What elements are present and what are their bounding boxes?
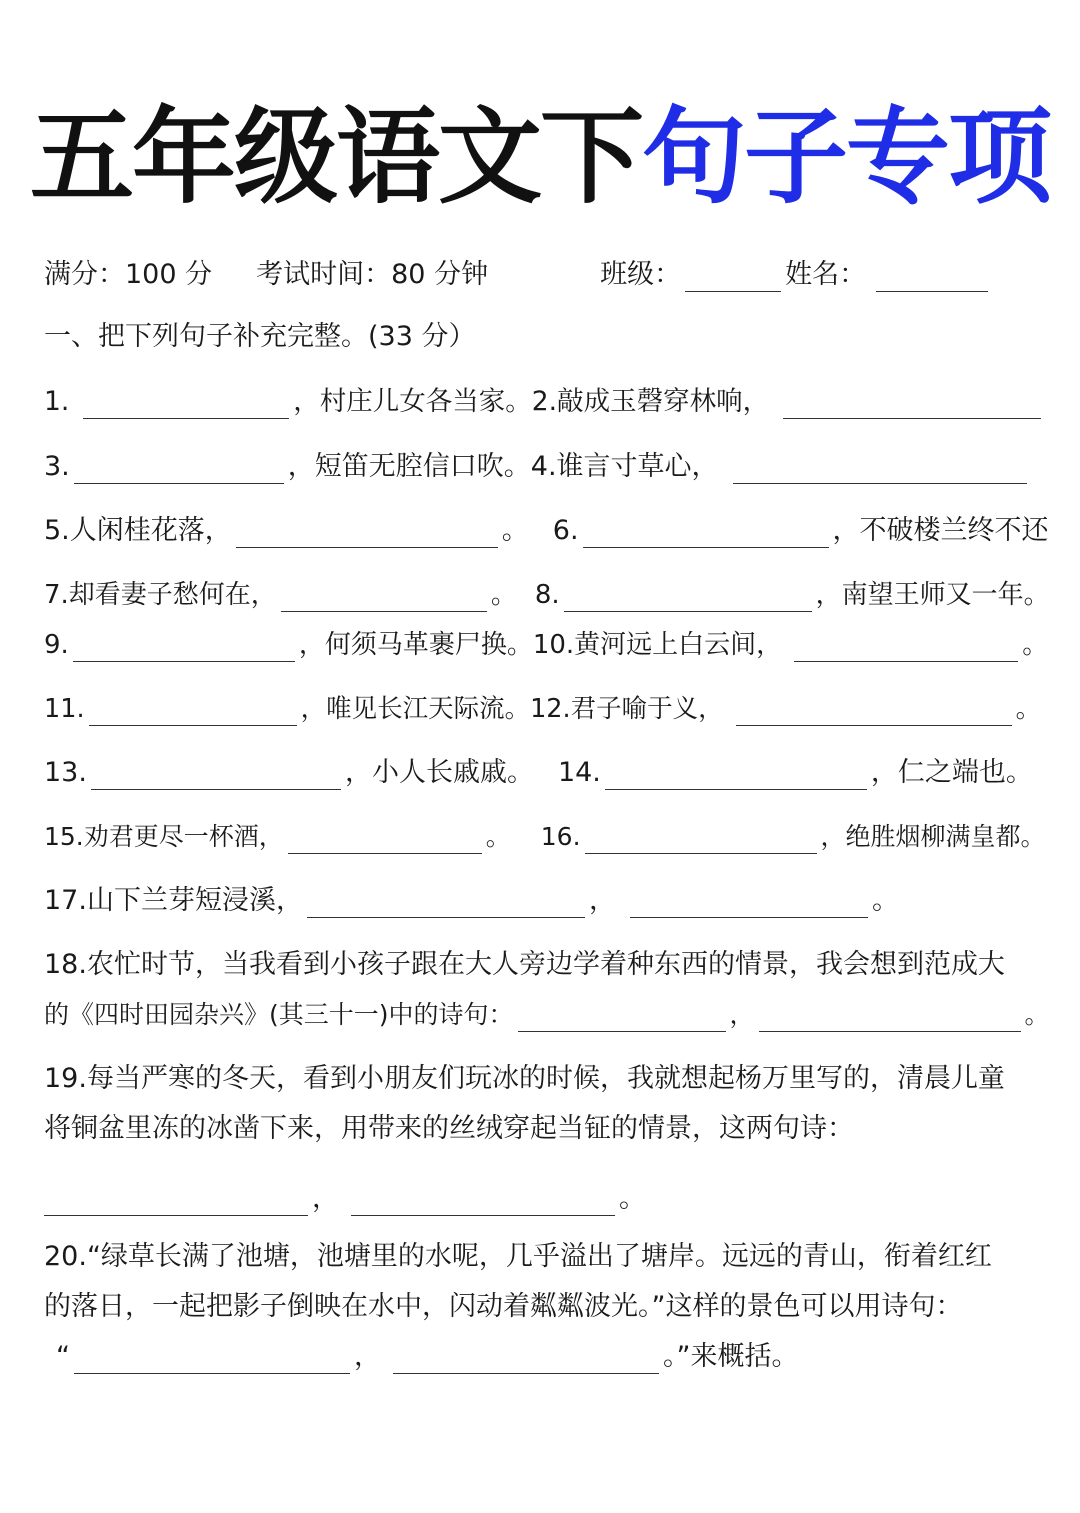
answer-blank[interactable] <box>307 887 585 918</box>
answer-blank[interactable] <box>733 453 1027 484</box>
question-row: 3. ，短笛无腔信口吹。 4.谁言寸草心， <box>44 440 1050 484</box>
question-row: 13. ，小人长戚戚。 14. ，仁之端也。 <box>44 757 1033 788</box>
answer-blank[interactable] <box>73 631 295 662</box>
class-label: 班级： <box>600 259 682 290</box>
full-score-label: 满分：100 分 <box>44 259 213 290</box>
question-row: 9. ，何须马革裹尸换。 10.黄河远上白云间， 。 <box>44 630 1049 660</box>
question-18-line-1: 18.农忙时节，当我看到小孩子跟在大人旁边学着种东西的情景，我会想到范成大 <box>44 949 1005 980</box>
answer-blank[interactable] <box>564 581 812 612</box>
question-row: 7.却看妻子愁何在， 。 8. ，南望王师又一年。 <box>44 580 1050 610</box>
answer-blank[interactable] <box>91 759 341 790</box>
section-heading: 一、把下列句子补充完整。(33 分） <box>44 321 476 352</box>
answer-blank[interactable] <box>393 1343 659 1374</box>
answer-blank[interactable] <box>281 581 487 612</box>
question-19-answer-row: ， 。 <box>44 1172 1050 1216</box>
question-19-line-2: 将铜盆里冻的冰凿下来，用带来的丝绒穿起当钲的情景，这两句诗： <box>44 1113 854 1144</box>
answer-blank[interactable] <box>583 517 829 548</box>
question-row: 15.劝君更尽一杯酒， 。 16. ，绝胜烟柳满皇都。 <box>44 810 1050 854</box>
question-row: 1. ，村庄儿女各当家。 2.敲成玉磬穿林响， <box>44 375 1050 419</box>
title-part-blue: 句子专项 <box>642 96 1051 218</box>
question-20-line-2: 的落日，一起把影子倒映在水中，闪动着粼粼波光。”这样的景色可以用诗句： <box>44 1291 963 1322</box>
name-label: 姓名： <box>785 259 867 290</box>
answer-blank[interactable] <box>518 1001 726 1032</box>
title-part-black: 五年级语文下 <box>29 96 642 218</box>
answer-blank[interactable] <box>44 1185 308 1216</box>
class-field[interactable] <box>685 261 781 292</box>
question-20-line-1: 20.“绿草长满了池塘，池塘里的水呢，几乎溢出了塘岸。远远的青山，衔着红红 <box>44 1241 992 1272</box>
answer-blank[interactable] <box>236 517 498 548</box>
answer-blank[interactable] <box>288 823 482 854</box>
question-row: 17.山下兰芽短浸溪， ， 。 <box>44 885 899 916</box>
answer-blank[interactable] <box>585 823 817 854</box>
question-20-answer-row: “ ， 。”来概括。 <box>56 1341 799 1372</box>
answer-blank[interactable] <box>794 631 1018 662</box>
answer-blank[interactable] <box>736 695 1012 726</box>
answer-blank[interactable] <box>783 388 1041 419</box>
name-field[interactable] <box>876 261 988 292</box>
page-title <box>0 92 1080 222</box>
question-row: 5.人闲桂花落， 。 6. ，不破楼兰终不还 <box>44 515 1049 546</box>
answer-blank[interactable] <box>74 1343 350 1374</box>
exam-time-label: 考试时间：80 分钟 <box>256 259 489 290</box>
answer-blank[interactable] <box>605 759 867 790</box>
question-19-line-1: 19.每当严寒的冬天，看到小朋友们玩冰的时候，我就想起杨万里写的，清晨儿童 <box>44 1063 1005 1094</box>
answer-blank[interactable] <box>83 388 289 419</box>
answer-blank[interactable] <box>74 453 284 484</box>
exam-info-row <box>44 248 1050 292</box>
question-18-line-2: 的《四时田园杂兴》(其三十一)中的诗句： ， 。 <box>44 988 1050 1032</box>
answer-blank[interactable] <box>759 1001 1021 1032</box>
answer-blank[interactable] <box>630 887 868 918</box>
answer-blank[interactable] <box>351 1185 615 1216</box>
answer-blank[interactable] <box>89 695 297 726</box>
question-row: 11. ，唯见长江天际流。 12.君子喻于义， 。 <box>44 694 1042 724</box>
